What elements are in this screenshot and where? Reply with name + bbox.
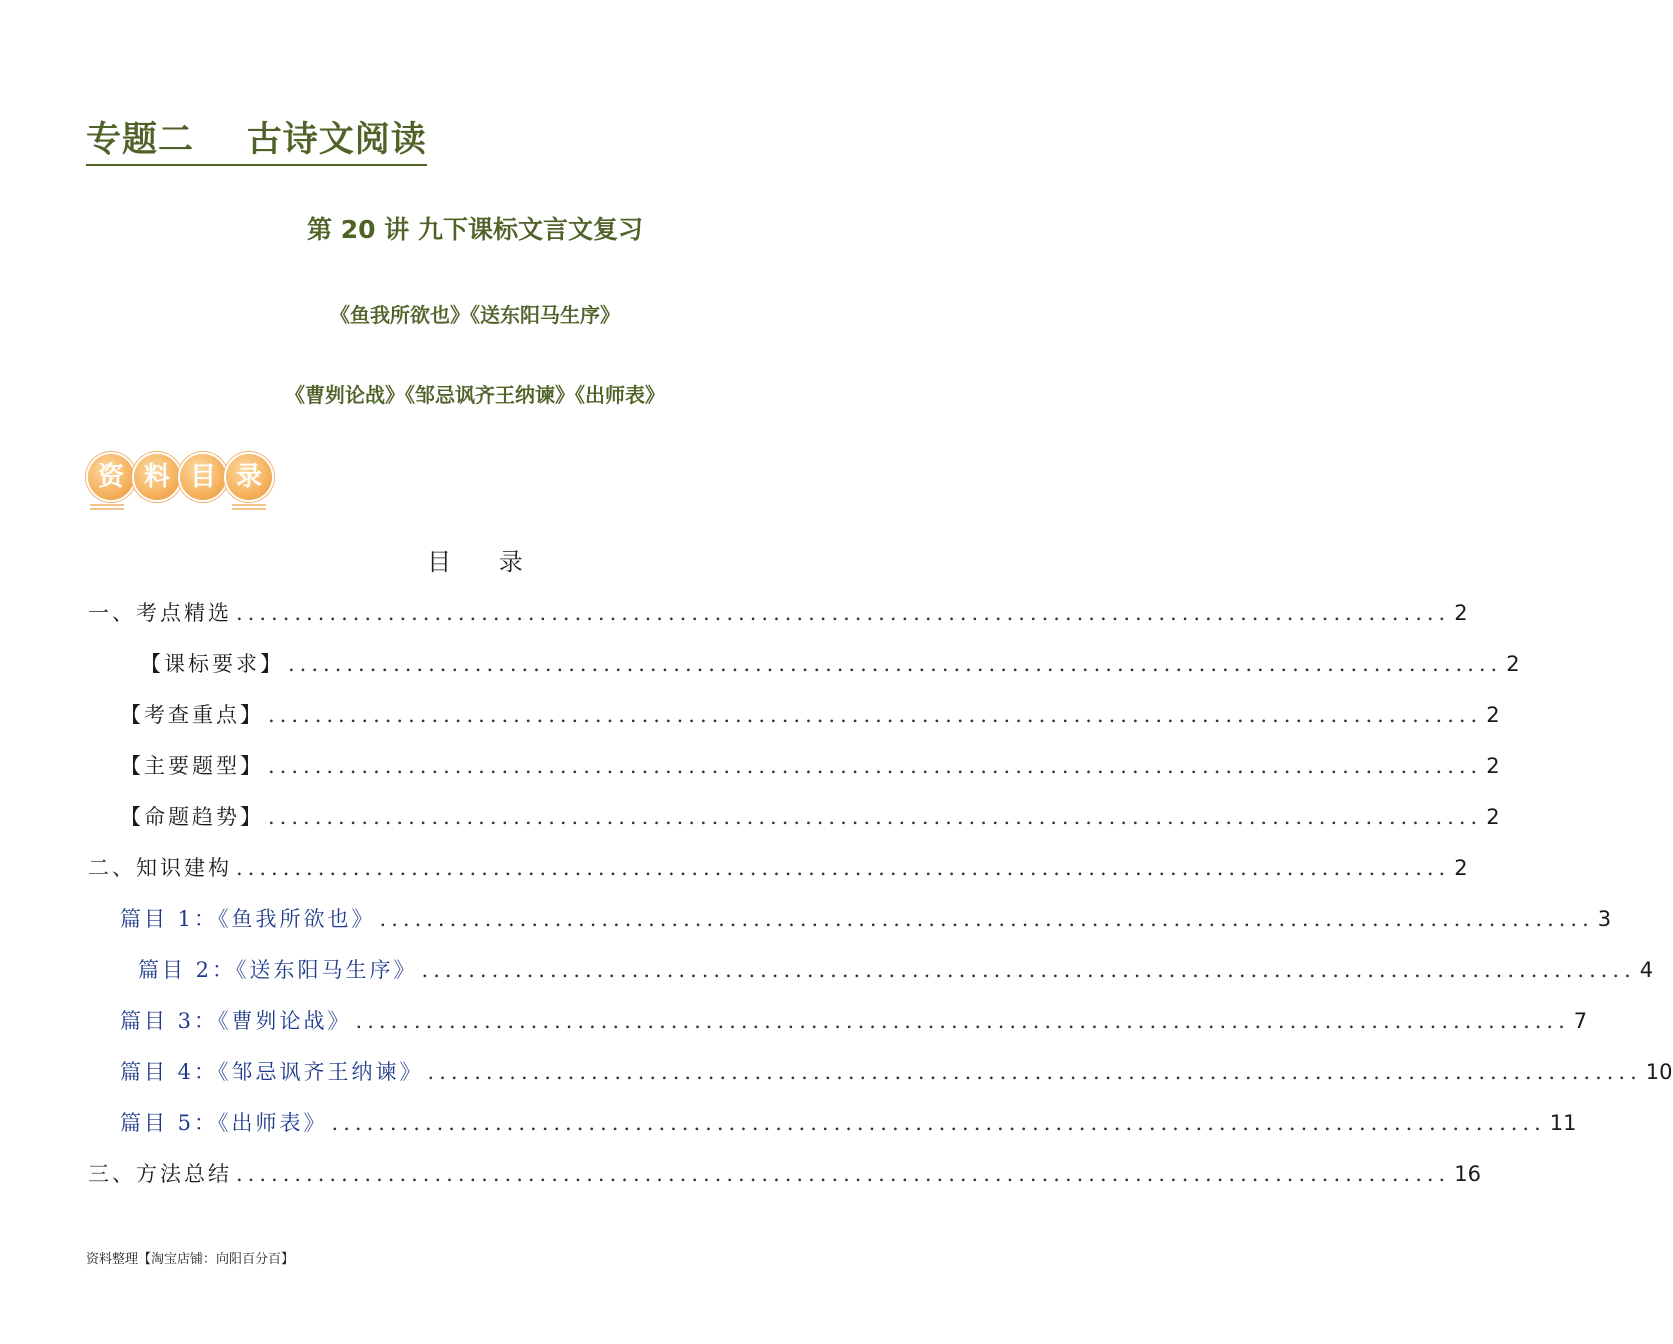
toc-entry-page: 16 [1454, 1162, 1481, 1186]
footer-note: 资料整理【淘宝店铺：向阳百分百】 [86, 1252, 295, 1267]
toc-entry[interactable] [140, 647, 1520, 681]
toc-entry-label: 【考查重点】 [120, 703, 264, 727]
badge-underline [232, 508, 266, 510]
toc-leader-dots: ........................................................................................................ [268, 703, 1483, 727]
toc-entry-label: 篇目 2：《送东阳马生序》 [138, 958, 418, 982]
toc-entry-page: 2 [1454, 856, 1468, 880]
toc-entry[interactable] [120, 1106, 1577, 1140]
toc-entry[interactable] [88, 851, 1468, 885]
toc-entry-page: 4 [1639, 958, 1654, 982]
toc-entry-label: 篇目 3：《曹刿论战》 [120, 1009, 352, 1033]
toc-entry-page: 2 [1486, 754, 1500, 778]
toc-entry-page: 7 [1573, 1009, 1588, 1033]
badge-char: 资 [86, 452, 136, 502]
toc-entry[interactable] [88, 596, 1468, 630]
toc-entry-page: 10 [1645, 1060, 1673, 1084]
toc-entry[interactable] [138, 953, 1654, 987]
badge-underline [90, 504, 124, 506]
toc-leader-dots: ........................................................................................................ [331, 1111, 1546, 1135]
toc-heading: 目 录 [427, 548, 523, 576]
subtitle-1: 《鱼我所欲也》《送东阳马生序》 [330, 303, 620, 327]
badge-char: 录 [224, 452, 274, 502]
toc-entry-label: 一、考点精选 [88, 601, 232, 625]
badge-char: 料 [132, 452, 182, 502]
toc-entry-page: 2 [1506, 652, 1520, 676]
toc-leader-dots: ........................................................................................................ [379, 907, 1594, 931]
toc-entry-label: 【课标要求】 [140, 652, 284, 676]
toc-leader-dots: ........................................................................................................ [355, 1009, 1570, 1033]
toc-entry-label: 【主要题型】 [120, 754, 264, 778]
toc-leader-dots: ........................................................................................................ [236, 856, 1451, 880]
toc-leader-dots: ........................................................................................................ [236, 601, 1451, 625]
toc-entry[interactable] [120, 800, 1500, 834]
toc-leader-dots: ........................................................................................................ [268, 805, 1483, 829]
toc-leader-dots: ........................................................................................................ [427, 1060, 1642, 1084]
topic-title: 专题二 古诗文阅读 [86, 118, 427, 166]
toc-entry-label: 篇目 5：《出师表》 [120, 1111, 328, 1135]
toc-entry-page: 3 [1597, 907, 1612, 931]
toc-entry-label: 三、方法总结 [88, 1162, 232, 1186]
toc-leader-dots: ........................................................................................................ [268, 754, 1483, 778]
badge-underline [90, 508, 124, 510]
toc-entry-label: 【命题趋势】 [120, 805, 264, 829]
toc-entry-label: 二、知识建构 [88, 856, 232, 880]
toc-entry[interactable] [120, 1055, 1673, 1089]
badge-char: 目 [178, 452, 228, 502]
toc-entry[interactable] [120, 902, 1612, 936]
toc-leader-dots: ........................................................................................................ [236, 1162, 1451, 1186]
toc-entry[interactable] [120, 698, 1500, 732]
toc-entry[interactable] [120, 749, 1500, 783]
toc-badge [86, 450, 276, 514]
badge-underline [232, 504, 266, 506]
toc-leader-dots: ........................................................................................................ [421, 958, 1636, 982]
toc-entry-page: 2 [1486, 805, 1500, 829]
toc-entry[interactable] [120, 1004, 1588, 1038]
subtitle-2: 《曹刿论战》《邹忌讽齐王纳谏》《出师表》 [285, 383, 665, 407]
lecture-title: 第 20 讲 九下课标文言文复习 [307, 215, 643, 244]
toc-entry-page: 2 [1454, 601, 1468, 625]
toc-entry-label: 篇目 4：《邹忌讽齐王纳谏》 [120, 1060, 424, 1084]
toc-entry-page: 11 [1549, 1111, 1577, 1135]
toc-entry-label: 篇目 1：《鱼我所欲也》 [120, 907, 376, 931]
toc-entry[interactable] [88, 1157, 1481, 1191]
toc-entry-page: 2 [1486, 703, 1500, 727]
toc-leader-dots: ........................................................................................................ [288, 652, 1503, 676]
